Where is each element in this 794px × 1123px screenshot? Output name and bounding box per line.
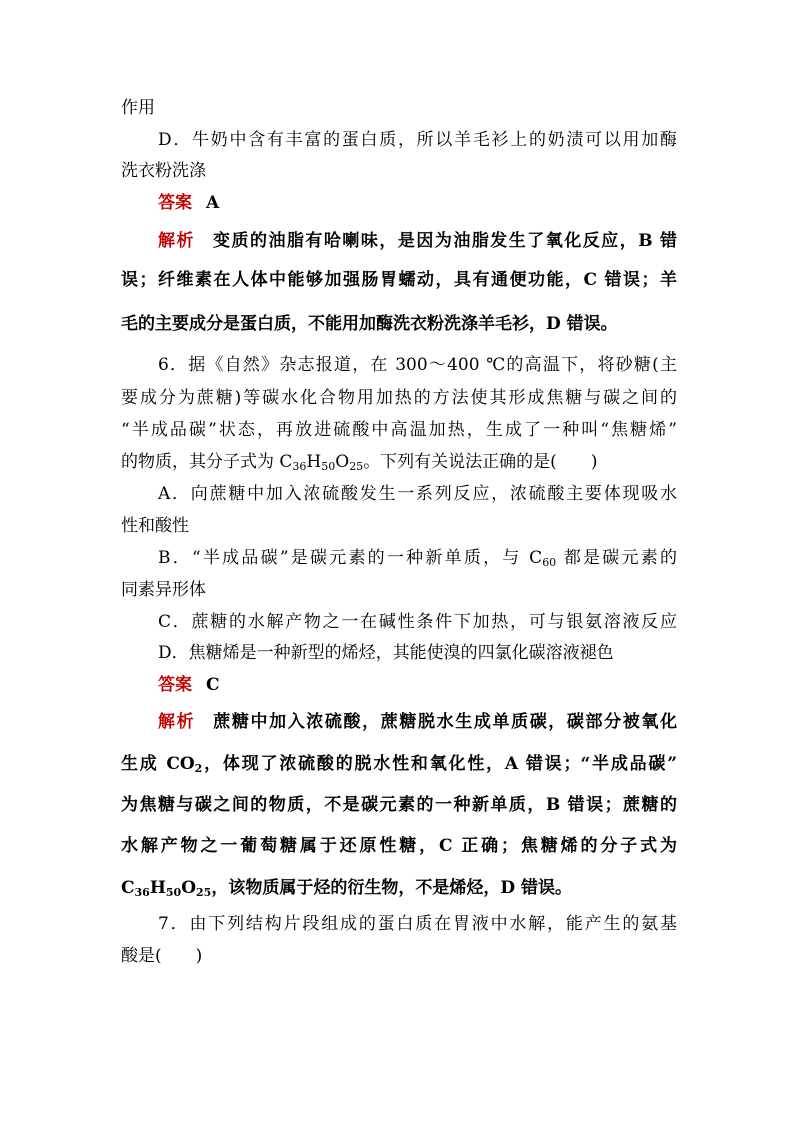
text: 同素异形体: [121, 580, 206, 600]
text: 水解产物之一葡萄糖属于还原性糖，C 正确；焦糖烯的分子式为: [121, 836, 677, 856]
q6-stem-line4: [121, 450, 677, 479]
text: C．蔗糖的水解产物之一在碱性条件下加热，可与银氨溶液反应: [158, 612, 677, 632]
subscript: 50: [321, 460, 336, 473]
text: ，该物质属于烃的衍生物，不是烯烃，D 错误。: [211, 878, 573, 898]
q6-option-d: [158, 641, 677, 665]
text: 毛的主要成分是蛋白质，不能用加酶洗衣粉洗涤羊毛衫，D 错误。: [121, 314, 618, 334]
text: 蔗糖中加入浓硫酸，蔗糖脱水生成单质碳，碳部分被氧化: [213, 712, 677, 732]
answer-label: 答案: [158, 193, 192, 213]
text: A．向蔗糖中加入浓硫酸发生一系列反应，浓硫酸主要体现吸水: [158, 484, 677, 504]
text: 酸是(: [121, 946, 162, 966]
answer-value: A: [206, 193, 220, 213]
text: ): [590, 452, 598, 472]
q6-explanation-line3: [121, 793, 677, 817]
text: ，体现了浓硫酸的脱水性和氧化性，A 错误；“半成品碳”: [202, 754, 677, 774]
q6-answer: [158, 673, 677, 697]
answer-value: C: [206, 675, 220, 695]
subscript: 50: [165, 886, 182, 899]
q5-option-d-line2: [121, 159, 677, 183]
text: O: [181, 878, 197, 898]
subscript: 36: [134, 886, 150, 899]
text: “半成品碳”状态，再放进硫酸中高温加热，生成了一种叫“焦糖烯”: [121, 420, 677, 440]
subscript: 25: [349, 460, 364, 473]
q6-stem-line1: [158, 353, 677, 377]
text: 的物质，其分子式为 C: [121, 452, 293, 472]
explanation-label: 解析: [158, 712, 196, 732]
subscript: 36: [292, 460, 307, 473]
q5-answer: [158, 191, 677, 215]
text: 。下列有关说法正确的是(: [363, 452, 557, 472]
q5-explanation-line2: [121, 268, 677, 292]
text: C: [121, 878, 135, 898]
q6-option-a-line2: [121, 514, 677, 538]
q6-option-b-line2: [121, 578, 677, 602]
text: 生成 CO: [121, 754, 195, 774]
text: O: [335, 452, 350, 472]
q6-explanation-line4: [121, 834, 677, 858]
subscript: 60: [542, 556, 557, 569]
text: 6．据《自然》杂志报道，在 300～400 ℃的高温下，将砂糖(主: [158, 355, 677, 375]
text: 性和酸性: [121, 516, 189, 536]
q6-stem-line2: [121, 386, 677, 410]
subscript: 2: [194, 762, 203, 775]
q7-stem-line1: [158, 912, 677, 936]
text: ): [195, 946, 203, 966]
q5-option-d-line1: [158, 128, 677, 152]
q6-option-c: [158, 610, 677, 634]
explanation-label: 解析: [158, 231, 195, 251]
q6-explanation-line2: [121, 752, 677, 781]
text: 为焦糖与碳之间的物质，不是碳元素的一种新单质，B 错误；蔗糖的: [121, 795, 677, 815]
q5-explanation-line3: [121, 312, 677, 336]
text: 作用: [121, 98, 155, 118]
q6-explanation-line5: [121, 876, 677, 905]
q6-explanation-line1: [158, 710, 677, 734]
q6-stem-line3: [121, 418, 677, 442]
q5-option-c-tail: [121, 96, 677, 120]
text: D．焦糖烯是一种新型的烯烃，其能使溴的四氯化碳溶液褪色: [158, 643, 614, 663]
text: B．“半成品碳”是碳元素的一种新单质，与 C: [158, 548, 543, 568]
text: 都是碳元素的: [556, 548, 677, 568]
text: H: [149, 878, 166, 898]
text: H: [306, 452, 322, 472]
text: D．牛奶中含有丰富的蛋白质，所以羊毛衫上的奶渍可以用加酶: [158, 130, 677, 150]
text: 要成分为蔗糖)等碳水化合物用加热的方法使其形成焦糖与碳之间的: [121, 388, 677, 408]
text: 7．由下列结构片段组成的蛋白质在胃液中水解，能产生的氨基: [158, 914, 677, 934]
answer-label: 答案: [158, 675, 192, 695]
subscript: 25: [196, 886, 212, 899]
q7-stem-line2: [121, 944, 677, 968]
q6-option-b-line1: [158, 546, 677, 575]
text: 洗衣粉洗涤: [121, 161, 206, 181]
q6-option-a-line1: [158, 482, 677, 506]
text: 误；纤维素在人体中能够加强肠胃蠕动，具有通便功能，C 错误；羊: [121, 270, 677, 290]
text: 变质的油脂有哈喇味，是因为油脂发生了氧化反应，B 错: [212, 231, 677, 251]
q5-explanation-line1: [158, 229, 677, 253]
